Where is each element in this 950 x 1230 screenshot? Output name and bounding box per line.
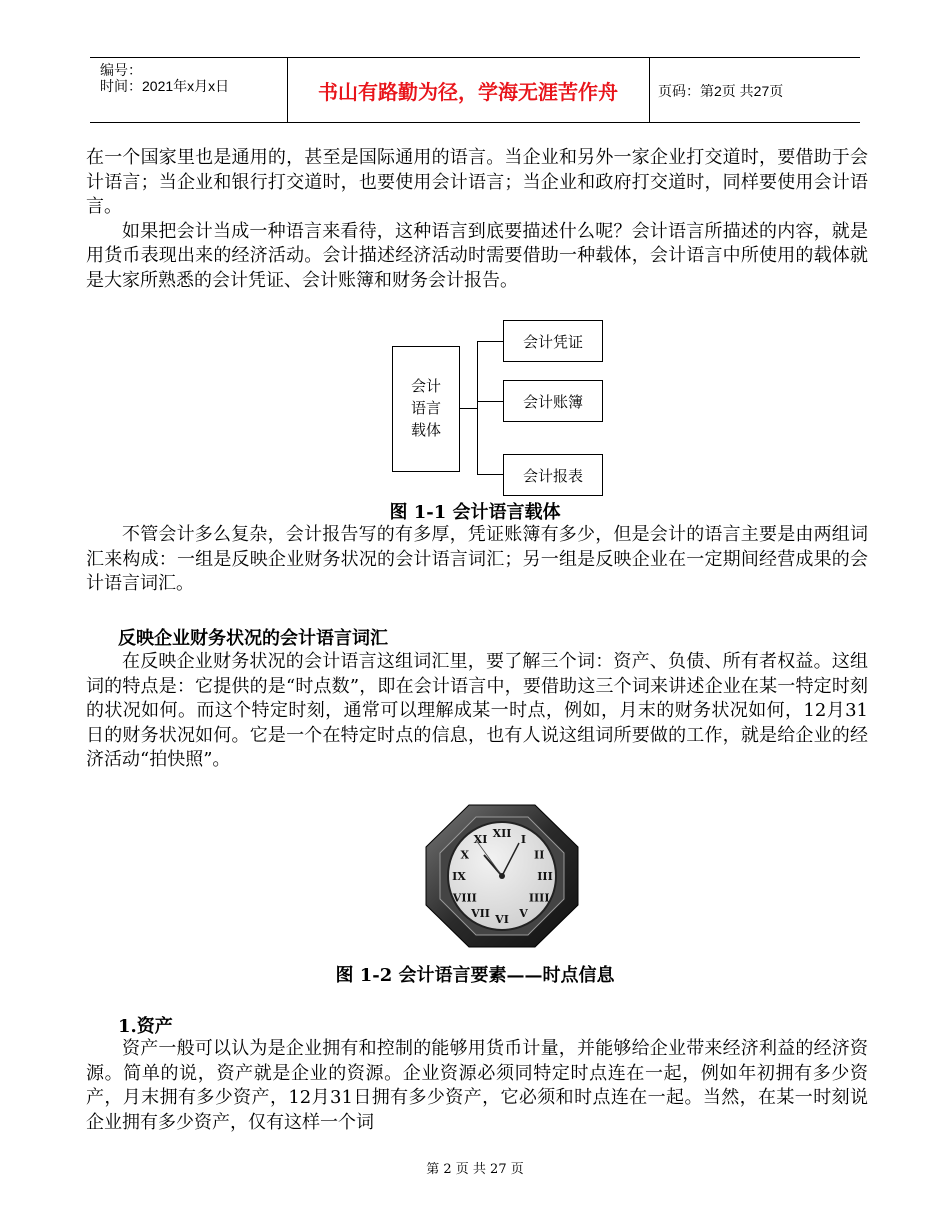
clock-illustration	[424, 803, 580, 949]
figure-caption: 图 1-1 会计语言载体	[389, 502, 561, 523]
clock-numeral: IX	[452, 870, 466, 883]
paragraph-text: 不管会计多么复杂，会计报告写的有多厚，凭证账簿有多少，但是会计的语言主要是由两组词汇来构成：一组是反映企业财务状况的会计语言词汇；另一组是反映企业在一定期间经营成果的会计语言词汇。	[86, 524, 868, 594]
diagram-item-voucher: 会计凭证	[503, 320, 603, 362]
header-number: 编号：	[100, 62, 142, 78]
diagram-root-label: 会计	[410, 378, 441, 395]
connector-line	[477, 474, 503, 475]
header-divider	[649, 57, 650, 123]
diagram-item-report: 会计报表	[503, 454, 603, 496]
clock-numeral: VI	[495, 913, 509, 926]
figure-caption: 图 1-2 会计语言要素——时点信息	[335, 965, 615, 986]
diagram-root-label: 语言	[410, 400, 441, 417]
clock-center	[499, 873, 505, 879]
clock-numeral: VII	[471, 907, 490, 921]
clock-numeral: I	[520, 832, 527, 846]
diagram-root-label: 载体	[410, 422, 441, 439]
clock-numeral: VIII	[452, 891, 477, 905]
header-meta	[100, 62, 229, 94]
paragraph	[86, 523, 868, 597]
diagram-item-ledger: 会计账簿	[503, 380, 603, 422]
paragraph-text: 如果把会计当成一种语言来看待，这种语言到底要描述什么呢？会计语言所描述的内容，就是用货币表现出来的经济活动。会计描述经济活动时需要借助一种载体，会计语言中所使用的载体就是大家所熟悉的会计凭证、会计账簿和财务会计报告。	[86, 220, 868, 291]
clock-numeral: III	[537, 870, 553, 883]
connector-line	[459, 408, 477, 409]
paragraph-text: 在反映企业财务状况的会计语言这组词汇里，要了解三个词：资产、负债、所有者权益。这组词的特点是：它提供的是“时点数”，即在会计语言中，要借助这三个词来讲述企业在某一特定时刻的状况如何。而这个特定时刻，通常可以理解成某一时点，例如，月末的财务状况如何，12月31日的财务状况如何。它是一个在特定时点的信息，也有人说这组词所要做的工作，就是给企业的经济活动“拍快照”。	[86, 651, 868, 770]
header-motto: 书山有路勤为径，学海无涯苦作舟	[318, 81, 618, 104]
page-footer: 第 2 页 共 27 页	[426, 1162, 524, 1177]
paragraph-text: 资产一般可以认为是企业拥有和控制的能够用货币计量，并能够给企业带来经济利益的经济资源。简单的说，资产就是企业的资源。企业资源必须同特定时点连在一起，例如年初拥有多少资产，月末拥有多少资产，12月31日拥有多少资产，它必须和时点连在一起。当然，在某一时刻说企业拥有多少资产，仅有这样一个词	[86, 1038, 868, 1133]
header-page-number: 页码：第2页 共27页	[658, 83, 784, 99]
connector-line	[477, 341, 478, 475]
connector-line	[477, 341, 503, 342]
page-header	[90, 57, 860, 123]
paragraph	[86, 146, 868, 293]
clock-numeral: X	[460, 848, 470, 862]
connector-line	[477, 401, 503, 402]
clock-numeral: V	[519, 907, 528, 921]
paragraph	[86, 1037, 868, 1135]
paragraph-text: 在一个国家里也是通用的，甚至是国际通用的语言。当企业和另外一家企业打交道时，要借助于会计语言；当企业和银行打交道时，也要使用会计语言；当企业和政府打交道时，同样要使用会计语言。	[86, 147, 868, 217]
clock-numeral: XII	[492, 827, 512, 840]
clock-numeral: II	[534, 848, 545, 862]
clock-numeral: IIII	[528, 891, 550, 905]
clock-numeral: XI	[473, 832, 488, 846]
paragraph	[86, 650, 868, 773]
diagram-root-box	[392, 346, 460, 472]
section-heading: 1.资产	[118, 1016, 173, 1037]
header-time: 时间：2021年x月x日	[100, 78, 230, 94]
section-heading: 反映企业财务状况的会计语言词汇	[118, 628, 388, 649]
